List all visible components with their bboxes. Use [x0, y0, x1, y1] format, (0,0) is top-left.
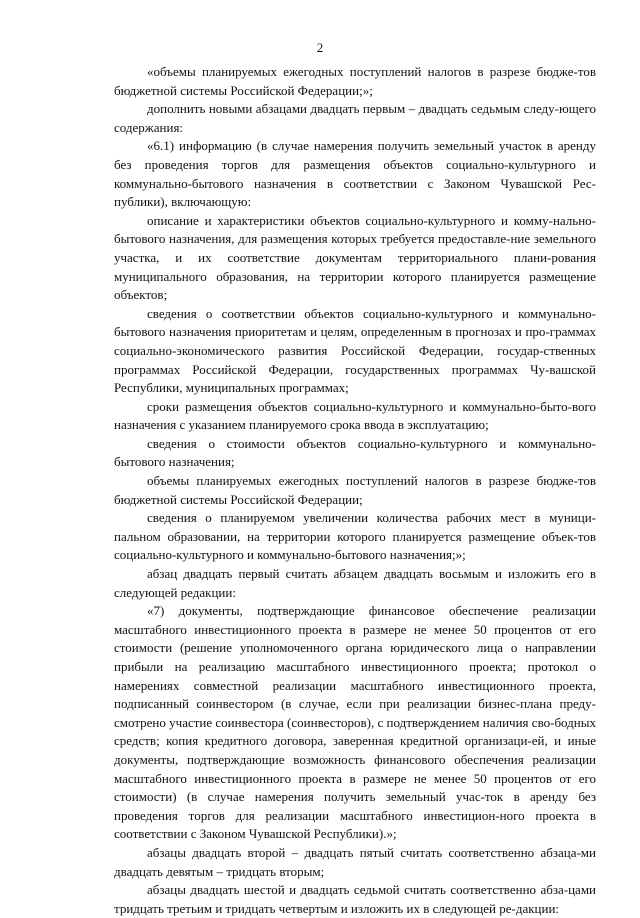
paragraph: сведения о планируемом увеличении количества рабочих мест в муници-пальном образовании, на территории которого планируется размещение объек-тов социально-культурного и коммунально-бытового назначения;»;	[114, 510, 596, 563]
page-number: 2	[316, 40, 324, 55]
paragraph: описание и характеристики объектов социально-культурного и комму-нально-бытового назначения, для размещения которых требуется предоставле-ние земельного участка, и их соответствие документам территориального плани-рования муниципального образования, на территории которого планируется размещение объектов;	[114, 212, 596, 303]
paragraph: сведения о соответствии объектов социально-культурного и коммунально-бытового назначения приоритетам и целям, определенным в прогнозах и про-граммах социально-экономического развития Российской Федерации, государ-ственных программах Российской Федерации, государственных программах Чу-вашской Республики, муниципальных программах;	[114, 305, 596, 396]
document-body	[114, 63, 596, 918]
paragraph: абзацы двадцать шестой и двадцать седьмой считать соответственно абза-цами тридцать третьим и тридцать четвертым и изложить их в следующей ре-дакции:	[114, 882, 596, 916]
paragraph: сроки размещения объектов социально-культурного и коммунально-быто-вого назначения с указанием планируемого срока ввода в эксплуатацию;	[114, 398, 596, 433]
paragraph: дополнить новыми абзацами двадцать первым – двадцать седьмым следу-ющего содержания:	[114, 101, 596, 135]
paragraph: «6.1) информацию (в случае намерения получить земельный участок в аренду без проведения торгов для размещения объектов социально-культурного и коммунально-бытового назначения в соответствии с Законом Чувашской Рес-публики), включающую:	[114, 138, 596, 210]
paragraph: объемы планируемых ежегодных поступлений налогов в разрезе бюдже-тов бюджетной системы Российской Федерации;	[114, 473, 596, 507]
paragraph: абзац двадцать первый считать абзацем двадцать восьмым и изложить его в следующей редакции:	[114, 566, 596, 600]
paragraph: «объемы планируемых ежегодных поступлений налогов в разрезе бюдже-тов бюджетной системы Российской Федерации;»;	[114, 64, 596, 98]
paragraph: «7) документы, подтверждающие финансовое обеспечение реализации масштабного инвестиционного проекта в размере не менее 50 процентов от его стоимости (решение уполномоченного органа юридического лица о направлении прибыли на реализацию масштабного инвестиционного проекта; протокол о намерениях совместной реализации масштабного инвестиционного проекта, подписанный соинвестором (в случае, если при реализации бизнес-плана преду-смотрено участие соинвестора (соинвесторов), с подтверждением наличия сво-бодных средств; копия кредитного договора, заверенная кредитной организаци-ей, и иные документы, подтверждающие возможность финансового обеспечения реализации масштабного инвестиционного проекта в размере не менее 50 процентов от его стоимости) (в случае намерения получить земельный учас-ток в аренду без проведения торгов для реализации масштабного инвестицион-ного проекта в соответствии с Законом Чувашской Республики).»;	[114, 603, 596, 842]
paragraph: сведения о стоимости объектов социально-культурного и коммунально-бытового назначения;	[114, 435, 596, 470]
paragraph: абзацы двадцать второй – двадцать пятый считать соответственно абзаца-ми двадцать девятым – тридцать вторым;	[114, 844, 596, 879]
